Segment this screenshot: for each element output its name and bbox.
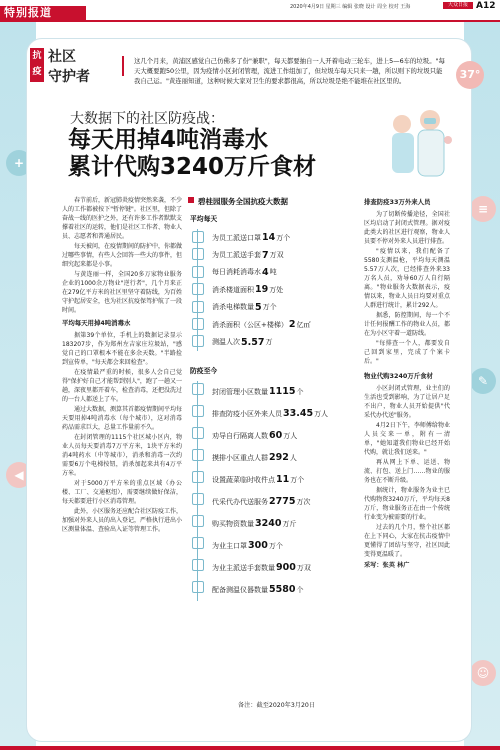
thermometer-icon [192, 581, 204, 593]
stat-row: 配备测温仪器数量 5580 个 [212, 579, 354, 601]
paper-badge: 大众日报 [443, 2, 473, 9]
speaker-icon: ◀ [6, 462, 32, 488]
stat-row: 设置蔬菜临时收件点 11 万个 [212, 469, 354, 491]
column-masthead [28, 44, 128, 96]
paragraph: "疫情以来，我们配备了5580支测温枪，平均每天测温5.57万人次，已经排查外来33万名人员，劝导60万人自行隔离。"物业服务大数据表示，疫情以来，物业人员日均要对重点人群进行统计，累计292人。 [364, 248, 450, 309]
paragraph: 再从网上下单、运送、物流、打包、送上门……物业的服务也在不断升级。 [364, 459, 450, 484]
stat-row: 消杀面积（公区+楼梯） 2 亿㎡ [212, 316, 354, 333]
headline-line1: 每天用掉4吨消毒水 [68, 127, 269, 153]
headline-line2: 累计代购3240万斤食材 [68, 154, 317, 180]
spray-icon [192, 266, 204, 278]
home-icon [192, 427, 204, 439]
add-icon: + [6, 150, 32, 176]
paragraph: 据统计，物业服务为业主已代购物资3240万斤，平均每天8万斤，物业服务正在由一个传统行业变为被需要的行业。 [364, 487, 450, 521]
intro-mark [122, 56, 130, 76]
stat-row: 测温人次 5.57 万 [212, 333, 354, 350]
stat-row: 每日消耗消毒水 4 吨 [212, 264, 354, 281]
stat-row: 为业主口罩 300 万个 [212, 535, 354, 557]
stat-row: 消杀电梯数量 5 万个 [212, 299, 354, 316]
paragraph: 过去的几个月，整个社区都在上下同心，大家在抗击疫情中更懂得了团结与坚守，社区因此变得更温暖了。 [364, 524, 450, 558]
stat-row: 排查防疫小区外来人员 33.45 万人 [212, 403, 354, 425]
column-1 [62, 196, 182, 535]
infographic-sub-daily: 平均每天 [190, 215, 218, 223]
byline: 采写：张英 林广 [364, 562, 410, 569]
stairs-icon [192, 283, 204, 295]
check-icon [192, 405, 204, 417]
box-icon [192, 471, 204, 483]
headline-kicker: 大数据下的社区防疫战： [70, 111, 224, 127]
column-3 [364, 196, 450, 570]
data-note: 备注：截至2020年3月20日 [238, 702, 316, 709]
subheading: 平均每天用掉4吨消毒水 [62, 319, 131, 327]
daily-stats [186, 229, 354, 351]
data-infographic [186, 196, 354, 714]
mask-icon [192, 231, 204, 243]
paragraph: 据第39个单位，手机上的数据记录显示183207步，作为郑州左吉家庄垃圾站，"感觉自己的口罩根本不能在多余天数。"半路捡到宣传单，"每天都会来回检查"。 [62, 332, 182, 366]
total-stats [186, 381, 354, 601]
glove-icon [192, 248, 204, 260]
section-tag: 特别报道 [0, 6, 86, 20]
stat-row: 劝导自行隔离人数 60 万人 [212, 425, 354, 447]
glove-icon [192, 559, 204, 571]
stat-row: 为员工派送口罩 14 万个 [212, 229, 354, 246]
paragraph: 为了切断传播途径，全国社区均启动了封闭式管理。据对疫此类大的社区进行观察，物业人员要不停对外来人员进行排查。 [364, 211, 450, 245]
stat-row: 购买物资数量 3240 万斤 [212, 513, 354, 535]
paragraph: 春节前后，新冠肺炎疫情突然来袭，不少人的工作都被按下"暂停键"。社区里，但除了奋战一线的医护之外，还有许多工作者默默支撑着社区的运转，他们是社区工作者、物业人员、志愿者和普通居民。 [62, 197, 183, 240]
area-icon [192, 318, 204, 330]
lock-icon [192, 383, 204, 395]
thermometer-icon [192, 335, 204, 347]
paragraph: 小区封闭式管理，业主们的生活也受到影响，为了让居户足不出户，物业人员开始提供"代采代办代送"服务。 [364, 385, 450, 419]
page-number: A12 [476, 1, 496, 11]
infographic-sub-total: 防疫至今 [190, 366, 218, 375]
stat-row: 封闭管理小区数量 1115 个 [212, 381, 354, 403]
person-icon: ☺ [470, 660, 496, 686]
subheading: 排查防疫33万外来人员 [364, 198, 431, 206]
paragraph: 在疫情最严重的时候，很多人会自己觉得"保护好自己才能帮到别人"，跑了一趟又一趟，深夜里都开着车，检查消毒，还把没洗过的一台人都送上了车。 [62, 369, 183, 403]
page-header-bar [0, 0, 500, 20]
mask-icon [192, 537, 204, 549]
paragraph: 在封闭管理的1115个社区城小区内，物业人员每天要消毒7万平方米，1块平方米约消4吨药水（中等城市），消杀和消毒一次约需要6万个电梯按钮，消杀加起来共有4万平方米。 [62, 434, 182, 477]
header-rule [0, 20, 500, 22]
stat-row: 为员工派送手套 7 万双 [212, 246, 354, 263]
paragraph: 此外，小区服务还应配合社区防疫工作，加强对外来人员的出入登记，严格执行进出小区测量体温、查验出入证等管理工作。 [62, 508, 183, 533]
footer-rule [0, 746, 500, 750]
subheading: 物业代购3240万斤食材 [364, 372, 433, 380]
thermometer-icon: 37° [456, 61, 484, 89]
paragraph: 据悉，防控期间，每一个不计任何报酬工作的物业人员，都在为小区守着一道防线。 [364, 312, 450, 337]
stat-row: 代采代办代送服务 2775 万次 [212, 491, 354, 513]
masthead-line2: 守护者 [48, 69, 90, 85]
intro-text: 这几个月来，黄浦区感觉自己仿佛多了份"兼职"，每天都要抽自一人开着电动三轮车，进上5—6车的垃圾。"每天大概要跑50公里，因为疫情小区封闭管理，流进工作组加了，但垃圾车每天只来一趟，所以则下的垃圾只能我自己运。"黄连丽知道，这种时候大家对卫生的要求都很高，所以垃圾是绝不能堆在社区里的。 [134, 57, 445, 85]
infographic-title: 碧桂园服务全国抗疫大数据 [186, 196, 354, 207]
stat-row: 消杀楼道面积 19 万处 [212, 281, 354, 298]
people-icon [192, 449, 204, 461]
cart-icon [192, 515, 204, 527]
paragraph: 与黄连丽一样，全国20多万家物业服务企业的1000余万物业"逆行者"，几个月来正在279亿平方米的社区里坚守着防线，为百姓守护起居安全，也为社区抗疫保驾护航了一段时间。 [62, 271, 183, 314]
paragraph: "每排查一个人，都要发自己回到家里，完成了个案卡后。" [364, 340, 450, 365]
paragraph: 每天被问，在疫情期间的防护中，你都做过哪些事情，有些人会回答一些大的事件，但细究起来都是小事。 [62, 243, 183, 268]
document-icon: ≡ [470, 196, 496, 222]
stat-row: 摸排小区重点人群 292 人 [212, 447, 354, 469]
delivery-icon [192, 493, 204, 505]
issue-meta: 2020年4月9日 星期三 编辑 张晓 设计 周全 校对 王海 [290, 4, 411, 10]
masthead-red-block: 抗疫 [30, 48, 44, 82]
elevator-icon [192, 301, 204, 313]
medical-workers-illustration [380, 100, 460, 180]
paragraph: 4月2日下午，李师傅给物业人员交来一单，附有一清单，"她知道我们物业已经开始代购，就让我们送来。" [364, 422, 450, 456]
paragraph: 通过大数据，测算其首都疫情期间平均每天要用掉4吨消毒水（每个城市），这对消毒药品需求巨大，总量工作量前不久。 [62, 406, 183, 431]
masthead-line1: 社区 [48, 49, 76, 65]
stat-row: 为业主派送手套数量 900 万双 [212, 557, 354, 579]
paragraph: 对于5000万平方米的重点区域（办公楼、工厂、交通枢纽），需要继续做好保洁，每天都要进行小区消毒管理。 [62, 480, 182, 505]
edit-icon: ✎ [470, 368, 496, 394]
